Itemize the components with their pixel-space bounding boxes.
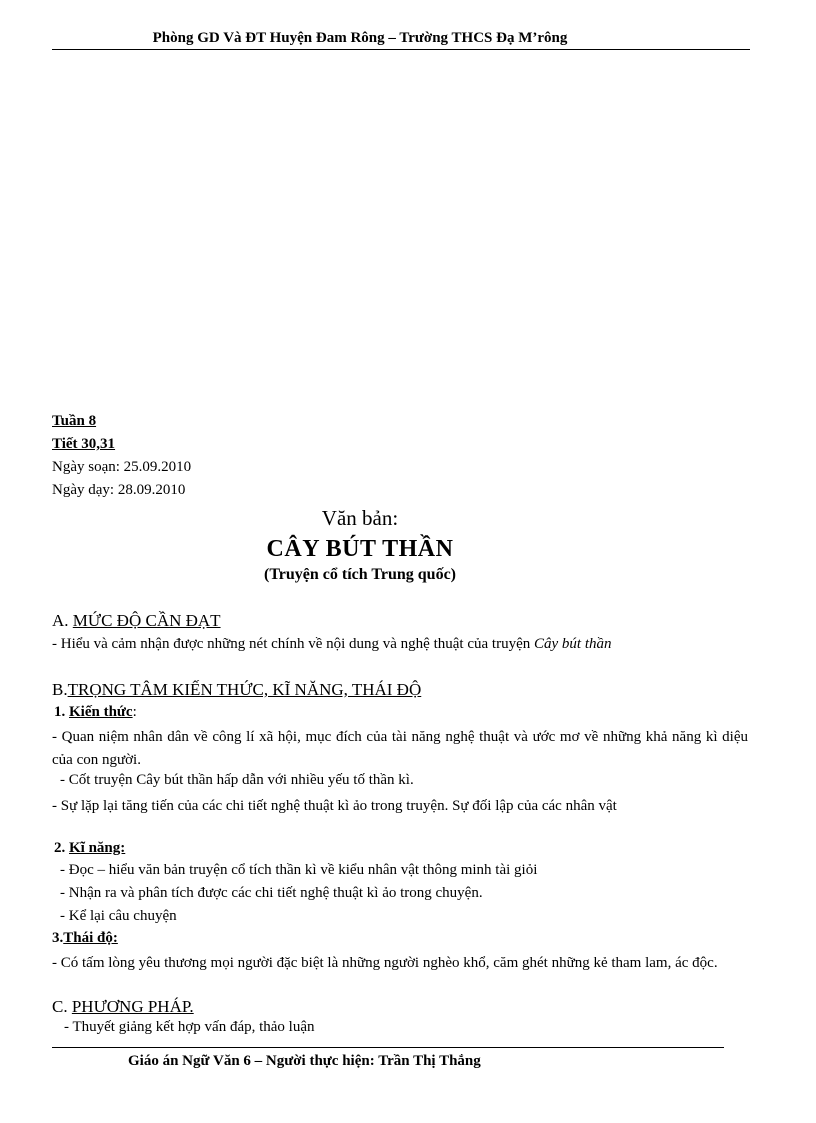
section-a-title: MỨC ĐỘ CẦN ĐẠT: [72, 611, 221, 630]
knowledge-item-3: - Sự lặp lại tăng tiến của các chi tiết nghệ thuật kì ảo trong truyện. Sự đối lập của các nhân vật: [52, 798, 617, 814]
skills-title: Kĩ năng:: [69, 840, 126, 856]
skills-item-2: - Nhận ra và phân tích được các chi tiết nghệ thuật kì ảo trong chuyện.: [60, 885, 483, 901]
header-rule: [52, 49, 750, 50]
section-a-italic-title: Cây bút thần: [533, 636, 612, 652]
footer-rule: [52, 1047, 724, 1048]
text-type-label: Văn bản:: [321, 506, 399, 530]
section-a-text: - Hiểu và cảm nhận được những nét chính về nội dung và nghệ thuật của truyện: [52, 636, 534, 652]
page-footer: Giáo án Ngữ Văn 6 – Người thực hiện: Trần Thị Thắng: [128, 1053, 481, 1069]
knowledge-item-1: - Quan niệm nhân dân về công lí xã hội, mục đích của tài năng nghệ thuật và ước mơ về những khả năng kì diệu của con người.: [52, 729, 748, 768]
skills-num: 2.: [54, 840, 69, 856]
knowledge-num: 1.: [54, 704, 69, 720]
section-c-item: - Thuyết giảng kết hợp vấn đáp, thảo luận: [64, 1019, 315, 1035]
knowledge-heading: [54, 704, 137, 721]
section-b-prefix: B.: [52, 680, 68, 699]
knowledge-colon: :: [132, 704, 137, 720]
skills-item-3: - Kể lại câu chuyện: [60, 908, 177, 924]
attitude-heading: [52, 930, 118, 947]
document-title: CÂY BÚT THẦN: [266, 536, 454, 562]
period-label: Tiết 30,31: [52, 436, 116, 452]
section-b-title: TRỌNG TÂM KIẾN THỨC, KĨ NĂNG, THÁI ĐỘ: [67, 680, 422, 699]
skills-heading: [54, 840, 125, 857]
section-b-heading: [52, 680, 421, 700]
knowledge-title: Kiến thức: [69, 704, 133, 720]
prepared-date: Ngày soạn: 25.09.2010: [52, 459, 192, 475]
attitude-num: 3.: [52, 930, 64, 946]
document-subtitle: (Truyện cổ tích Trung quốc): [263, 566, 456, 583]
page-header: Phòng GD Và ĐT Huyện Đam Rông – Trường THCS Đạ M’rông: [152, 30, 568, 46]
section-c-title: PHƯƠNG PHÁP.: [71, 997, 194, 1016]
knowledge-item-2: - Cốt truyện Cây bút thần hấp dẫn với nhiều yếu tố thần kì.: [60, 772, 414, 788]
taught-date: Ngày dạy: 28.09.2010: [52, 482, 186, 498]
skills-item-1: - Đọc – hiểu văn bản truyện cổ tích thần kì về kiểu nhân vật thông minh tài giỏi: [60, 862, 538, 878]
section-a-paragraph: [52, 633, 748, 656]
week-label: Tuần 8: [52, 413, 97, 429]
section-a-heading: [52, 611, 221, 631]
attitude-paragraph: - Có tấm lòng yêu thương mọi người đặc biệt là những người nghèo khổ, căm ghét những kẻ tham lam, ác độc.: [52, 955, 718, 971]
section-a-prefix: A.: [52, 611, 73, 630]
section-c-prefix: C.: [52, 997, 72, 1016]
attitude-title: Thái độ:: [63, 930, 118, 946]
section-c-heading: [52, 997, 194, 1017]
